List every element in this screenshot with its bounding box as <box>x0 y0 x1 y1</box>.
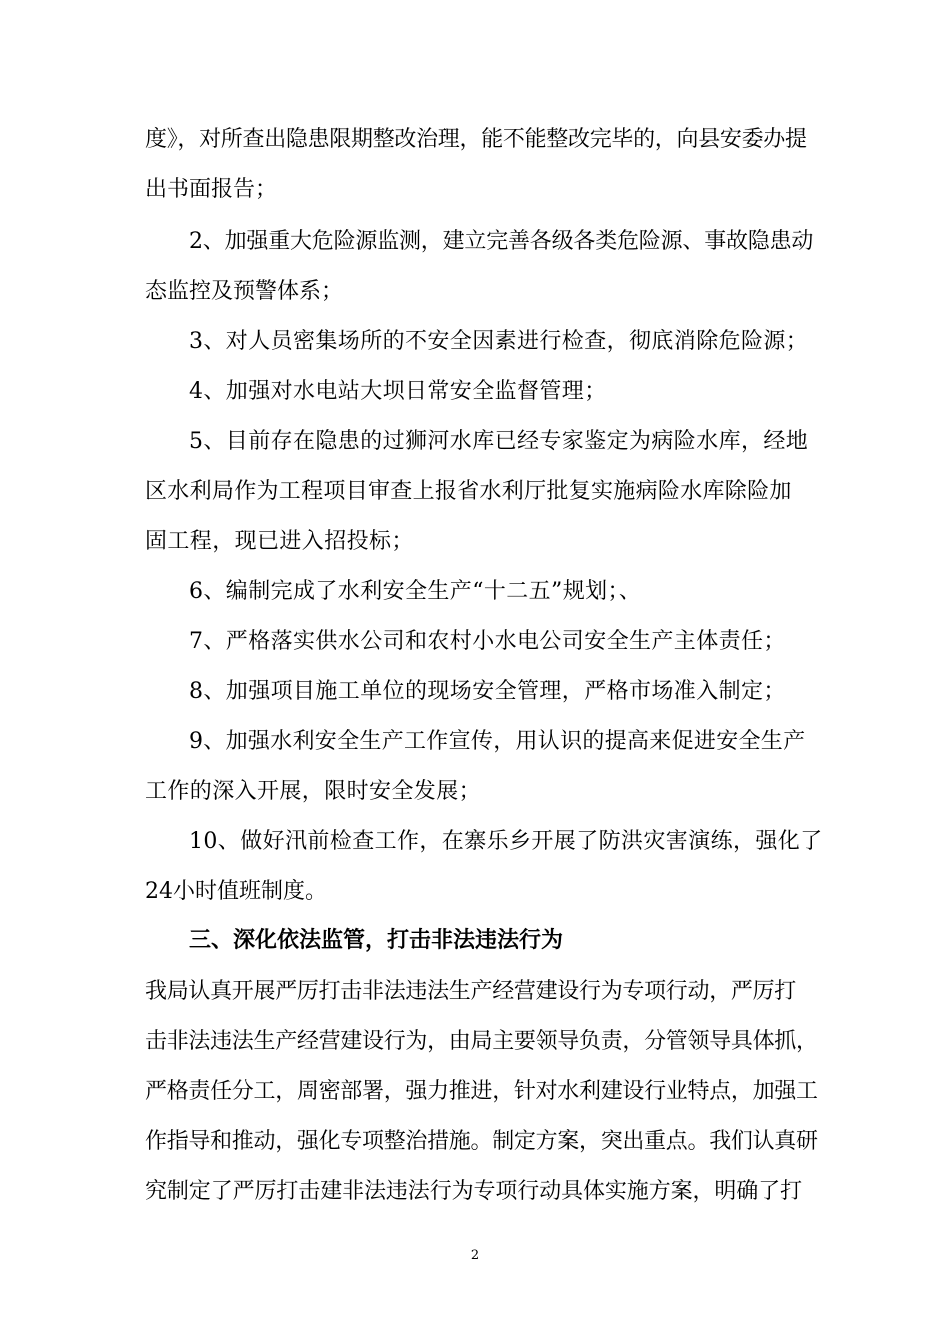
text-line-20: 严格责任分工，周密部署，强力推进，针对水利建设行业特点，加强工 <box>145 1079 818 1104</box>
text-line-4: 态监控及预警体系； <box>145 279 344 304</box>
text-line-11: 7、严格落实供水公司和农村小水电公司安全生产主体责任； <box>189 629 786 654</box>
text-line-2: 出书面报告； <box>145 177 278 202</box>
text-line-15: 10、做好汛前检查工作，在寨乐乡开展了防洪灾害演练，强化了 <box>189 829 823 854</box>
page-number: 2 <box>470 1248 480 1263</box>
text-line-14: 工作的深入开展，限时安全发展； <box>145 779 482 804</box>
text-line-22: 究制定了严厉打击建非法违法行为专项行动具体实施方案，明确了打 <box>145 1179 803 1204</box>
text-line-7: 5、目前存在隐患的过狮河水库已经专家鉴定为病险水库，经地 <box>189 429 809 454</box>
text-line-5: 3、对人员密集场所的不安全因素进行检查，彻底消除危险源； <box>189 329 809 354</box>
text-line-21: 作指导和推动，强化专项整治措施。制定方案，突出重点。我们认真研 <box>145 1129 818 1154</box>
text-line-3: 2、加强重大危险源监测，建立完善各级各类危险源、事故隐患动 <box>189 229 814 254</box>
text-line-8: 区水利局作为工程项目审查上报省水利厅批复实施病险水库除险加 <box>145 479 792 504</box>
text-line-9: 固工程，现已进入招投标； <box>145 529 414 554</box>
text-line-12: 8、加强项目施工单位的现场安全管理，严格市场准入制定； <box>189 679 786 704</box>
text-line-13: 9、加强水利安全生产工作宣传，用认识的提高来促进安全生产 <box>189 729 806 754</box>
text-line-1: 度》，对所查出隐患限期整改治理，能不能整改完毕的，向县安委办提 <box>145 127 807 152</box>
text-line-18: 我局认真开展严厉打击非法违法生产经营建设行为专项行动，严厉打 <box>145 979 797 1004</box>
text-line-19: 击非法违法生产经营建设行为，由局主要领导负责，分管领导具体抓， <box>145 1029 818 1054</box>
text-line-6: 4、加强对水电站大坝日常安全监督管理； <box>189 379 607 404</box>
text-line-16: 24小时值班制度。 <box>145 879 327 904</box>
section-heading: 三、深化依法监管，打击非法违法行为 <box>189 927 564 953</box>
text-line-10: 6、编制完成了水利安全生产“十二五”规划；、 <box>189 579 642 604</box>
